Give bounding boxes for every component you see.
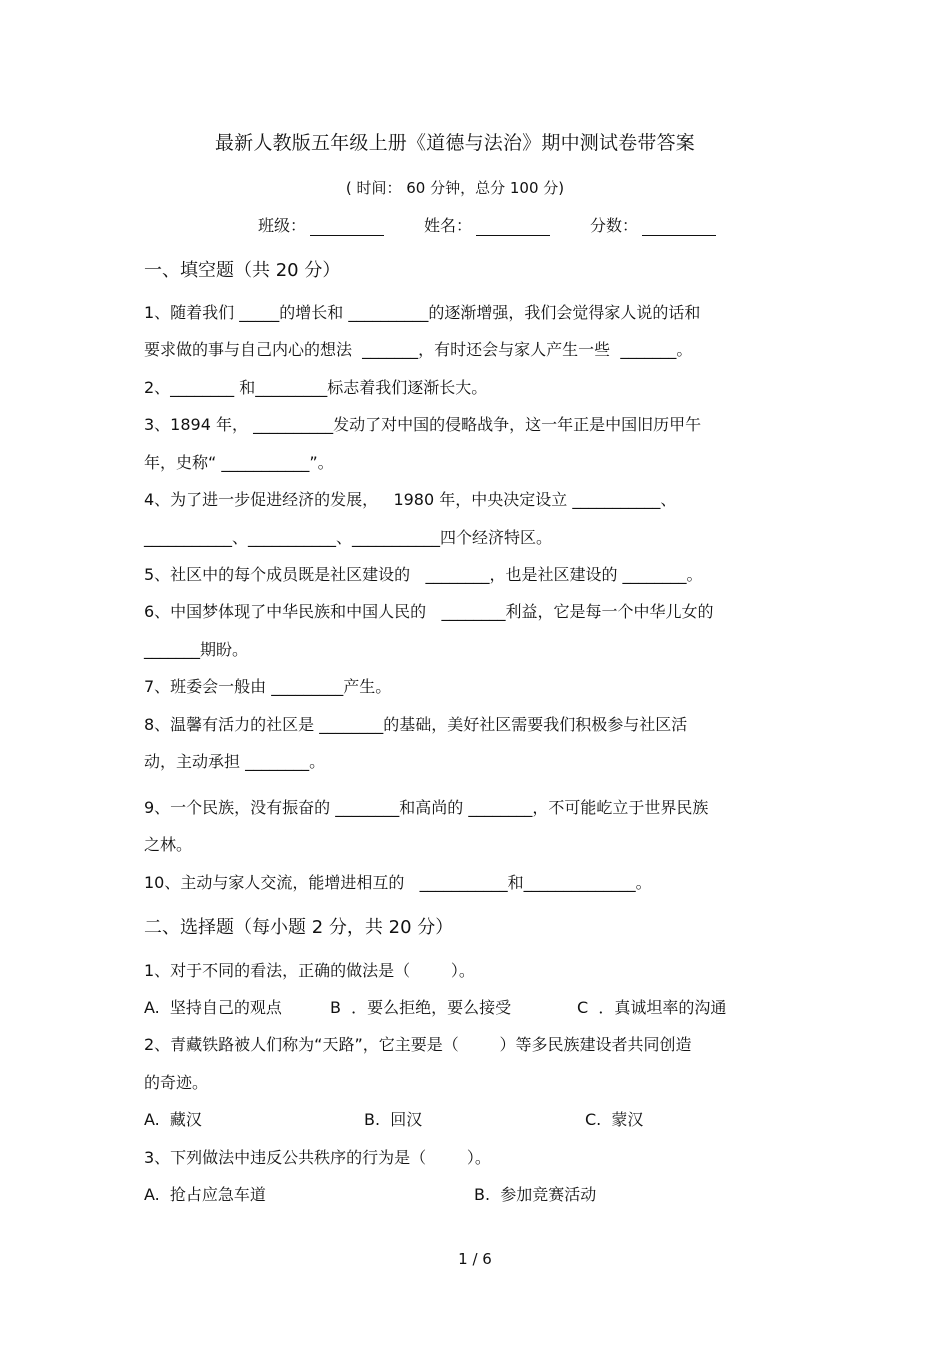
name-label: 姓名： <box>424 216 473 235</box>
question-1-stem: 1、对于不同的看法，正确的做法是（ ）。 <box>144 961 475 980</box>
question-3-stem: 3、下列做法中违反公共秩序的行为是（ ）。 <box>144 1148 491 1167</box>
section-1-heading: 一、填空题（共 20 分） <box>144 260 341 281</box>
fill-line: 4、为了进一步促进经济的发展， 1980 年，中央决定设立 ___________、 <box>144 490 677 509</box>
document-title: 最新人教版五年级上册《道德与法治》期中测试卷带答案 <box>214 132 695 154</box>
student-info-fields <box>258 213 716 236</box>
question-2-stem-line-2: 的奇迹。 <box>144 1073 209 1092</box>
question-1-option-b: B ．要么拒绝，要么接受 <box>330 998 512 1017</box>
fill-line: 10、主动与家人交流，能增进相互的 ___________和______________。 <box>144 873 652 892</box>
question-2-stem-line-1: 2、青藏铁路被人们称为“天路”，它主要是（ ）等多民族建设者共同创造 <box>144 1035 692 1054</box>
question-2-option-a: A. 藏汉 <box>144 1110 202 1129</box>
fill-line: 1、随着我们 _____的增长和 __________的逐渐增强，我们会觉得家人说的话和 <box>144 303 701 322</box>
fill-line: _______期盼。 <box>144 640 249 659</box>
question-1-option-a: A. 坚持自己的观点 <box>144 998 282 1017</box>
page-number: 1 / 6 <box>458 1250 492 1268</box>
section-2-heading: 二、选择题（每小题 2 分，共 20 分） <box>144 917 454 938</box>
class-field <box>258 213 384 236</box>
fill-line: 年，史称“ ___________”。 <box>144 453 334 472</box>
fill-line: 8、温馨有活力的社区是 ________的基础，美好社区需要我们积极参与社区活 <box>144 715 688 734</box>
question-3-option-a: A. 抢占应急车道 <box>144 1185 266 1204</box>
fill-line: 3、1894 年， __________发动了对中国的侵略战争，这一年正是中国旧历甲午 <box>144 415 702 434</box>
fill-line: 5、社区中的每个成员既是社区建设的 ________，也是社区建设的 ________。 <box>144 565 703 584</box>
fill-line: 动，主动承担 ________。 <box>144 752 326 771</box>
fill-line: 之林。 <box>144 835 193 854</box>
question-2-option-c: C. 蒙汉 <box>585 1110 644 1129</box>
document-subtitle: ( 时间： 60 分钟，总分 100 分) <box>345 179 565 197</box>
score-field <box>590 213 716 236</box>
fill-line: 7、班委会一般由 _________产生。 <box>144 677 392 696</box>
fill-line: 要求做的事与自己内心的想法 _______，有时还会与家人产生一些 _______。 <box>144 340 693 359</box>
name-blank <box>476 217 550 236</box>
fill-line: 2、________ 和_________标志着我们逐渐长大。 <box>144 378 488 397</box>
question-3-option-b: B. 参加竞赛活动 <box>474 1185 597 1204</box>
fill-line: 9、一个民族，没有振奋的 ________和高尚的 ________，不可能屹立于世界民族 <box>144 798 709 817</box>
class-blank <box>310 217 384 236</box>
score-label: 分数： <box>590 216 639 235</box>
fill-line: 6、中国梦体现了中华民族和中国人民的 ________利益，它是每一个中华儿女的 <box>144 602 714 621</box>
fill-line: ___________、___________、___________四个经济特区。 <box>144 528 553 547</box>
class-label: 班级： <box>258 216 307 235</box>
question-1-option-c: C ．真诚坦率的沟通 <box>577 998 727 1017</box>
name-field <box>424 213 550 236</box>
score-blank <box>642 217 716 236</box>
question-2-option-b: B. 回汉 <box>364 1110 423 1129</box>
